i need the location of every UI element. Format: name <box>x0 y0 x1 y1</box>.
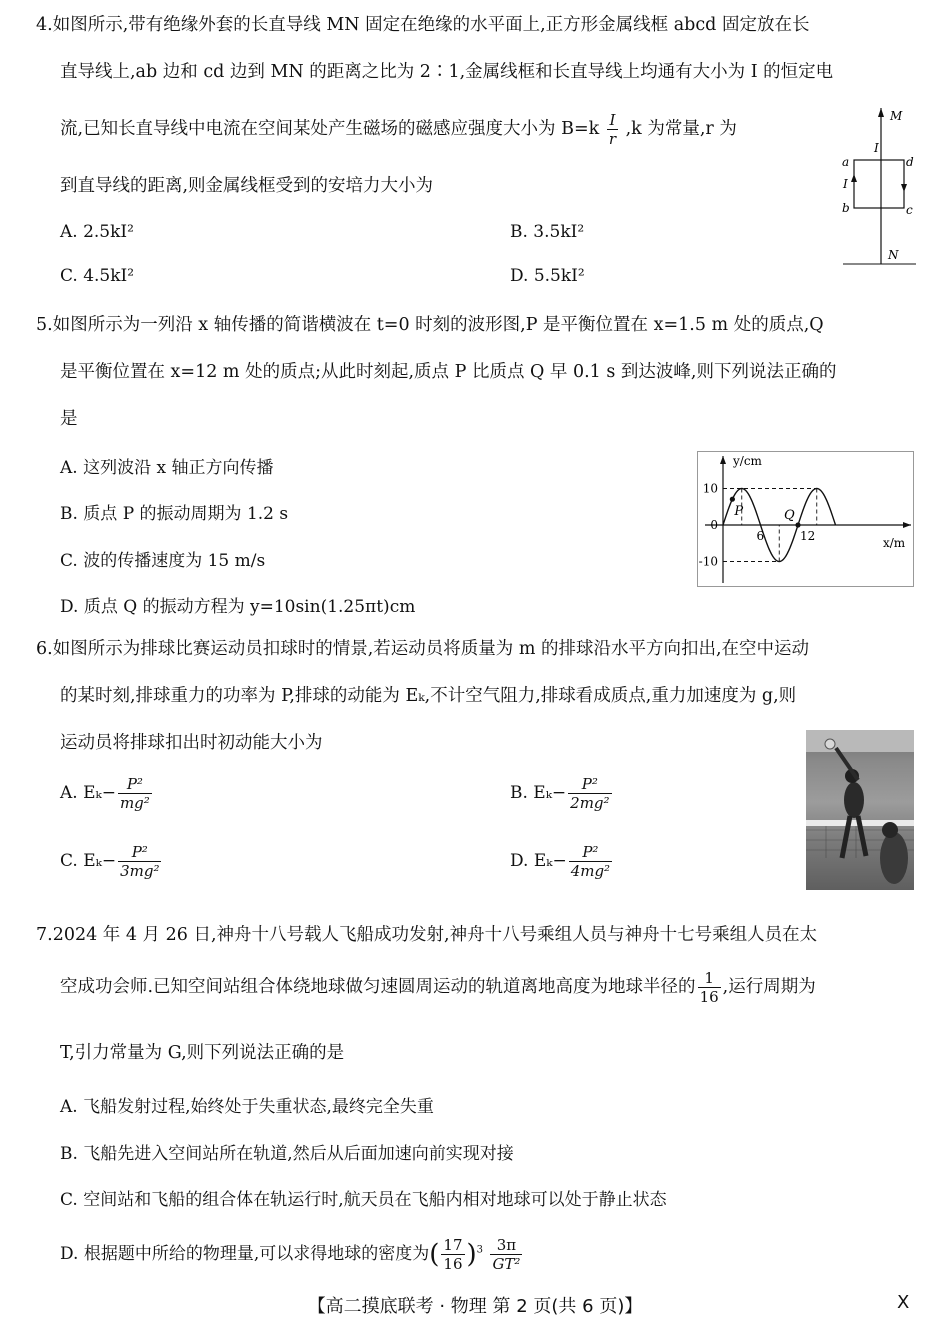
y-tick-label: -10 <box>698 554 718 569</box>
q6-option-c: C. Eₖ− $\frac{\text{P²}}{\text{3mg²}}$ <box>60 843 160 880</box>
x-axis-label: x/m <box>883 536 906 550</box>
q5-option-c: C. 波的传播速度为 15 m/s <box>60 551 266 571</box>
q6-option-a: A. Eₖ− $\frac{\text{P²}}{\text{mg²}}$ <box>60 775 150 812</box>
label-M: M <box>890 109 903 123</box>
label-d: d <box>906 155 914 169</box>
wave-chart <box>697 451 914 587</box>
point-p <box>730 497 735 502</box>
q5-option-d: D. 质点 Q 的振动方程为 y=10sin(1.25πt)cm <box>60 597 416 617</box>
x-tick-label: 12 <box>800 529 816 543</box>
q4-option-a: A. 2.5kI² <box>60 222 134 242</box>
label-b: b <box>842 201 850 215</box>
q4-line-4: 到直导线的距离,则金属线框受到的安培力大小为 <box>60 176 434 196</box>
point-q <box>795 522 800 527</box>
label-I-loop: I <box>843 177 848 191</box>
volleyball-photo-drawing <box>806 730 914 890</box>
q7-option-a: A. 飞船发射过程,始终处于失重状态,最终完全失重 <box>60 1097 434 1117</box>
q6-line-2: 的某时刻,排球重力的功率为 P,排球的动能为 Eₖ,不计空气阻力,排球看成质点,重力加速度为 g,则 <box>60 686 797 706</box>
q4-line-3: 流,已知长直导线中电流在空间某处产生磁场的磁感应强度大小为 B=k $\frac{I}{r}$ ,k 为常量,r 为 <box>60 111 737 148</box>
q7-line-1: 7.2024 年 4 月 26 日,神舟十八号载人飞船成功发射,神舟十八号乘组人员与神舟十七号乘组人员在太 <box>36 925 818 945</box>
q5-line-2: 是平衡位置在 x=12 m 处的质点;从此时刻起,质点 P 比质点 Q 早 0.1 s 到达波峰,则下列说法正确的 <box>60 362 837 382</box>
q4-line-1: 4.如图所示,带有绝缘外套的长直导线 MN 固定在绝缘的水平面上,正方形金属线框 abcd 固定放在长 <box>36 15 810 35</box>
point-label-q: Q <box>784 508 795 523</box>
q5-option-b: B. 质点 P 的振动周期为 1.2 s <box>60 504 289 524</box>
q6-line-1: 6.如图所示为排球比赛运动员扣球时的情景,若运动员将质量为 m 的排球沿水平方向扣出,在空中运动 <box>36 639 810 659</box>
q6-option-d: D. Eₖ− $\frac{\text{P²}}{\text{4mg²}}$ <box>510 843 611 880</box>
q4-line-2: 直导线上,ab 边和 cd 边到 MN 的距离之比为 2∶1,金属线框和长直导线上均通有大小为 I 的恒定电 <box>60 62 834 82</box>
q5-option-a: A. 这列波沿 x 轴正方向传播 <box>60 458 274 478</box>
label-N: N <box>888 248 899 262</box>
loop-arrow-left <box>851 174 857 182</box>
volleyball-photo <box>806 730 914 890</box>
label-c: c <box>906 203 913 217</box>
q7-line-3: T,引力常量为 G,则下列说法正确的是 <box>60 1043 345 1063</box>
q7-line-2: 空成功会师.已知空间站组合体绕地球做匀速圆周运动的轨道离地高度为地球半径的 $\frac{1}{16}$ ,运行周期为 <box>60 969 816 1006</box>
x-tick-label: 6 <box>756 529 765 543</box>
q7-option-b: B. 飞船先进入空间站所在轨道,然后从后面加速向前实现对接 <box>60 1144 514 1164</box>
square-loop <box>854 160 904 208</box>
q7-option-c: C. 空间站和飞船的组合体在轨运行时,航天员在飞船内相对地球可以处于静止状态 <box>60 1190 667 1210</box>
page-mark: X <box>897 1292 910 1313</box>
y-axis-arrow <box>720 456 726 464</box>
page-footer: 【高二摸底联考 · 物理 第 2 页(共 6 页)】 <box>307 1296 643 1317</box>
q5-line-1: 5.如图所示为一列沿 x 轴传播的简谐横波在 t=0 时刻的波形图,P 是平衡位置在 x=1.5 m 处的质点,Q <box>36 315 824 335</box>
wire-arrow <box>878 108 884 117</box>
q4-fraction: $\frac{I}{r}$ <box>608 111 617 148</box>
q6-line-3: 运动员将排球扣出时初动能大小为 <box>60 733 323 753</box>
q4-option-d: D. 5.5kI² <box>510 266 585 286</box>
loop-arrow-right <box>901 184 907 192</box>
label-I-wire: I <box>874 141 879 155</box>
q4-option-c: C. 4.5kI² <box>60 266 135 286</box>
q6-option-b: B. Eₖ− $\frac{\text{P²}}{\text{2mg²}}$ <box>510 775 610 812</box>
q4-wire-loop-figure <box>838 104 918 270</box>
y-axis-label: y/cm <box>733 454 762 468</box>
q4-option-b: B. 3.5kI² <box>510 222 585 242</box>
point-label-p: P <box>734 504 744 520</box>
label-a: a <box>842 155 850 169</box>
q5-line-3: 是 <box>60 409 78 429</box>
q7-option-d: D. 根据题中所给的物理量,可以求得地球的密度为( $\frac{17}{16}$ )$^3$ $\frac{3\pi}{\text{GT²}}$ <box>60 1236 521 1273</box>
y-tick-label: 10 <box>702 481 718 496</box>
x-axis-arrow <box>903 522 911 528</box>
y-tick-label: 0 <box>710 518 718 532</box>
